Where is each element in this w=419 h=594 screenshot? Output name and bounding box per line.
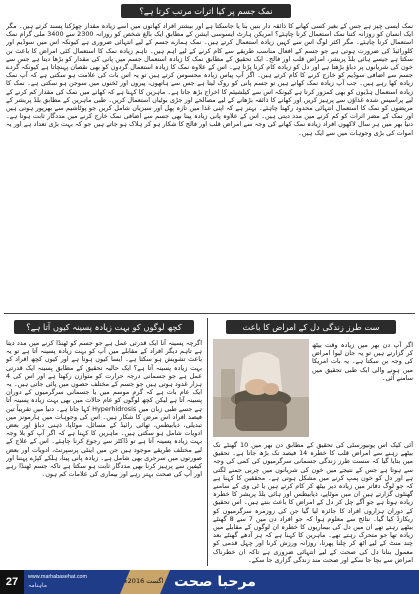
sitting-person-photo <box>213 339 309 437</box>
website-link[interactable]: www.marhabasehat.com <box>28 574 88 580</box>
page-footer <box>0 568 419 594</box>
magazine-name-logo: مرحبا صحت <box>174 574 256 590</box>
right-article-body: آئی کیک اس یونیورسٹی کی تحقیق کے مطابق دن بھر میں 10 گھنٹے تک بیٹھے رہنے سے امراض قلب کا خطرہ 14 فیصد تک بڑھ جاتا ہے۔ تحقیق میں بتایا گیا کہ سست طرز زندگی جسمانی سرگرمیوں کی کمی کی وجہ سے ہوتا ہے جس کے نتیجے میں خون کی شریانوں میں چربی جمنے لگتی ہے اور دل کو خون پمپ کرنے میں مشکل ہوتی ہے۔ محققین کا کہنا ہے کہ جو لوگ دفاتر میں زیادہ دیر بیٹھ کر کام کرتے ہیں یا ٹی وی کے سامنے گھنٹوں گزارتے ہیں ان میں موٹاپے، ذیابیطس اور ہائی بلڈ پریشر کا خطرہ زیادہ ہوتا ہے جو آگے چل کر دل کے امراض کا باعث بنتے ہیں۔ اس تحقیق کے دوران ہزاروں افراد کا جائزہ لیا گیا جن کی روزمرہ سرگرمیوں کو ریکارڈ کیا گیا۔ نتائج سے معلوم ہوا کہ جو افراد دن میں 7 سے 8 گھنٹے بیٹھے رہتے تھے ان میں دل کی بیماریوں کا خطرہ ان لوگوں کے مقابلے میں زیادہ تھا جو متحرک رہتے تھے۔ ماہرین کا کہنا ہے کہ ہر آدھے گھنٹے بعد چند منٹ کے لیے اٹھ کر چلنا پھرنا، روزانہ ورزش کرنا اور چہل قدمی کو معمول بنانا دل کی صحت کے لیے انتہائی ضروری ہے تاکہ ان خطرناک امراض سے بچا جا سکے اور صحت مند زندگی گزاری جا سکے۔ <box>213 441 413 564</box>
issue-month: اگست 2016ء <box>124 577 164 585</box>
column-divider <box>207 318 208 566</box>
left-article-body: اگرچہ پسینہ آنا ایک قدرتی عمل ہے جو جسم کو ٹھنڈا کرنے میں مدد دیتا ہے تاہم دیگر افراد کے مقابلے میں آپ کو بہت زیادہ پسینہ آتا ہے تو یہ باعث تشویش ہو سکتا ہے۔ ایسا کیوں ہوتا ہے اور کیوں کچھ افراد کو بہت زیادہ پسینہ آتا ہے؟ ایک حالیہ تحقیق کے مطابق پسینہ ایک قدرتی عمل ہے جو جسمانی درجہ حرارت کو متوازن رکھتا ہے اور اس کی 4 ہزار غدود ہوتی ہیں جو جسم کے مختلف حصوں میں پائی جاتی ہیں۔ یہ ایک عام بات ہے کہ گرم موسم میں یا جسمانی سرگرمیوں کے دوران پسینہ آتا ہے لیکن کچھ لوگوں کو عام حالات میں بھی بہت زیادہ پسینہ آتا ہے جسے طبی زبان میں Hyperhidrosis کہا جاتا ہے۔ دنیا میں تقریباً تین فیصد افراد اس مرض کا شکار ہیں۔ اس کی وجوہات میں ہارمونز میں تبدیلی، ذیابیطس، تھائی رائیڈ کے مسائل، موٹاپا، ذہنی دباؤ اور بعض ادویات شامل ہو سکتی ہیں۔ ماہرین کا کہنا ہے کہ اگر آپ کو بلا وجہ بہت زیادہ پسینہ آتا ہے تو ڈاکٹر سے رجوع کرنا چاہئے۔ اس کے علاج کے لیے مختلف طریقے موجود ہیں جن میں اینٹی پرسپرنٹ، ادویات اور بعض صورتوں میں سرجری بھی شامل ہے۔ زیادہ پانی پینا، ہلکے کپڑے پہننا اور کیفین سے پرہیز کرنا بھی مددگار ثابت ہو سکتا ہے تاکہ جسم ٹھنڈا رہے اور آپ کی صحت بہتر رہے اور بیماری کی علامات کم ہوں۔ <box>6 339 202 479</box>
issue-label: ماہنامہ <box>28 582 47 589</box>
left-article-heading: کچھ لوگوں کو بہت زیادہ پسینہ کیوں آتا ہے؟ <box>14 320 194 334</box>
sitting-person-illustration <box>213 339 309 437</box>
top-article-body: نمک ایسی چیز ہے جس کے بغیر کسی کھانے کا ذائقہ دار بنیں بنا یا جاسکتا ہے اور بیشتر افراد کھانوں میں اسے زیادہ مقدار چھڑکنا پسند کرتے ہیں۔ مگر ایک انسان کو روزانہ کتنا نمک استعمال کرنا چاہئے؟ امریکن ہارٹ ایسوسی ایشن کے مطابق ایک بالغ شخص کو روزانہ 2300 سے 3400 ملی گرام نمک استعمال کرنا چاہئے۔ مگر اکثر لوگ اس سے کہیں زیادہ استعمال کرتے ہیں۔ نمک ہمارے جسم کے لیے انتہائی ضروری ہے کیونکہ اس میں سوڈیم اور کلورائیڈ کی ضرورت ہوتی ہے جو جسم کے افعال مناسب طریقے سے کام کرنے کے لیے اہم ہیں۔ تاہم زیادہ نمک کا استعمال کئی امراض کا باعث بن سکتا ہے جیسے ہائی بلڈ پریشر، امراض قلب اور فالج۔ ایک تحقیق کے مطابق نمک کا زیادہ استعمال جسم میں پانی کی مقدار کو بڑھا دیتا ہے جس سے خون کی شریانوں پر دباؤ بڑھتا ہے اور دل کو زیادہ کام کرنا پڑتا ہے۔ اس کے علاوہ نمک کا زیادہ استعمال گردوں کو بھی نقصان پہنچاتا ہے کیونکہ گردے جسم سے اضافی سوڈیم کو خارج کرنے کا کام کرتے ہیں۔ اگر آپ پیاس زیادہ محسوس کرتے ہیں تو یہ اس بات کی علامت ہو سکتی ہے کہ آپ نمک زیادہ کھا رہے ہیں۔ جب آپ زیادہ نمک کھاتے ہیں تو جسم پانی کو روک لیتا ہے جس سے ہاتھوں، پیروں اور ٹخنوں میں سوجن ہو سکتی ہے۔ نمک کا زیادہ استعمال ہڈیوں کو بھی کمزور کرتا ہے کیونکہ اس سے کیلشیئم کا اخراج بڑھ جاتا ہے۔ ماہرین کا کہنا ہے کہ کھانے میں نمک کی مقدار کم کرنے کے لیے پراسیس شدہ غذاؤں سے پرہیز کریں اور کھانے کا ذائقہ بڑھانے کے لیے مصالحے اور جڑی بوٹیاں استعمال کریں۔ طبی ماہرین کے مطابق بلڈ پریشر کے مریضوں کو نمک کا استعمال انتہائی محدود رکھنا چاہئے۔ بہتر ہے کہ اپنی غذا میں تازہ پھل اور سبزیاں شامل کریں جو پوٹاشیم سے بھرپور ہوتی ہیں اور نمک کے مضر اثرات کو کم کرنے میں مدد دیتی ہیں۔ اس کے علاوہ پانی زیادہ پینا بھی جسم سے اضافی نمک خارج کرنے میں مددگار ثابت ہوتا ہے۔ دنیا بھر میں ہر سال لاکھوں افراد زیادہ نمک کھانے کی وجہ سے امراض قلب اور فالج کا شکار ہو کر ہلاک ہو جاتے ہیں جو کہ بہت بڑی تعداد ہے اور یہ اموات کی بڑی وجوہات میں سے ایک ہیں۔ <box>6 22 413 137</box>
top-article-heading: نمک جسم پر کیا اثرات مرتب کرتا ہے؟ <box>121 4 291 18</box>
page-number: 27 <box>5 576 19 588</box>
section-divider <box>4 313 415 314</box>
right-article-intro: اگر آپ دن بھر میں زیادہ وقت بیٹھ کر گزارتے ہیں تو یہ جان لیوا امراض کی وجہ بن سکتا ہے۔ یہ بات امریکا میں ہونے والی ایک طبی تحقیق میں سامنے آئی۔ <box>312 341 413 382</box>
right-article-heading: ست طرز زندگی دل کے امراض کا باعث <box>226 320 396 334</box>
